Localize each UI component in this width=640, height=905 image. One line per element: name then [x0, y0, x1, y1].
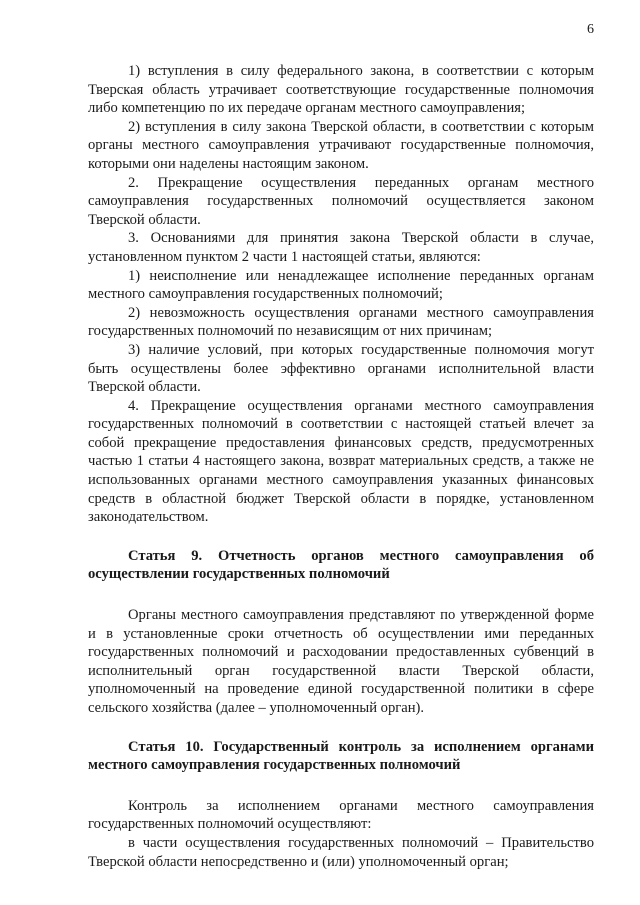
paragraph-3: 2. Прекращение осуществления переданных органам местного самоуправления государственных полномочий осуществляется законом Тверской области. — [88, 174, 594, 228]
article-9-heading: Статья 9. Отчетность органов местного самоуправления об осуществлении государственных полномочий — [88, 547, 594, 583]
article-10-text-1: Контроль за исполнением органами местного самоуправления государственных полномочий осуществляют: — [88, 797, 594, 833]
paragraph-7: 3) наличие условий, при которых государственные полномочия могут быть осуществлены более эффективно органами исполнительной власти Тверской области. — [88, 341, 594, 396]
article-10-text-2: в части осуществления государственных полномочий – Правительство Тверской области непосредственно и (или) уполномоченный орган; — [88, 834, 594, 870]
document-body — [88, 62, 594, 871]
paragraph-1: 1) вступления в силу федерального закона, в соответствии с которым Тверская область утрачивает соответствующие государственные полномочия либо компетенцию по их передаче органам местного самоуправления; — [88, 63, 594, 117]
article-9-text: Органы местного самоуправления представляют по утвержденной форме и в установленные сроки отчетность об осуществлении ими переданных государственных полномочий и расходовании предоставленных субвенций в исполнительный орган государственной власти Тверской области, уполномоченный на проведение единой государственной политики в сфере сельского хозяйства (далее – уполномоченный орган). — [88, 607, 594, 716]
paragraph-2: 2) вступления в силу закона Тверской области, в соответствии с которым органы местного самоуправления утрачивают государственные полномочия, которыми они наделены настоящим законом. — [88, 118, 594, 172]
page-number: 6 — [587, 22, 594, 37]
paragraph-8: 4. Прекращение осуществления органами местного самоуправления государственных полномочий в соответствии с настоящей статьей влечет за собой прекращение предоставления финансовых средств, предусмотренных частью 1 статьи 4 настоящего закона, возврат материальных средств, а также не использованных органами местного самоуправления указанных финансовых средств в областной бюджет Тверской области в порядке, установленном законодательством. — [88, 397, 594, 526]
paragraph-5: 1) неисполнение или ненадлежащее исполнение переданных органам местного самоуправления государственных полномочий; — [88, 267, 594, 303]
paragraph-4: 3. Основаниями для принятия закона Тверской области в случае, установленном пунктом 2 части 1 настоящей статьи, являются: — [88, 230, 594, 265]
paragraph-6: 2) невозможность осуществления органами местного самоуправления государственных полномочий по независящим от них причинам; — [88, 304, 594, 340]
article-10-heading: Статья 10. Государственный контроль за исполнением органами местного самоуправления государственных полномочий — [88, 738, 594, 774]
